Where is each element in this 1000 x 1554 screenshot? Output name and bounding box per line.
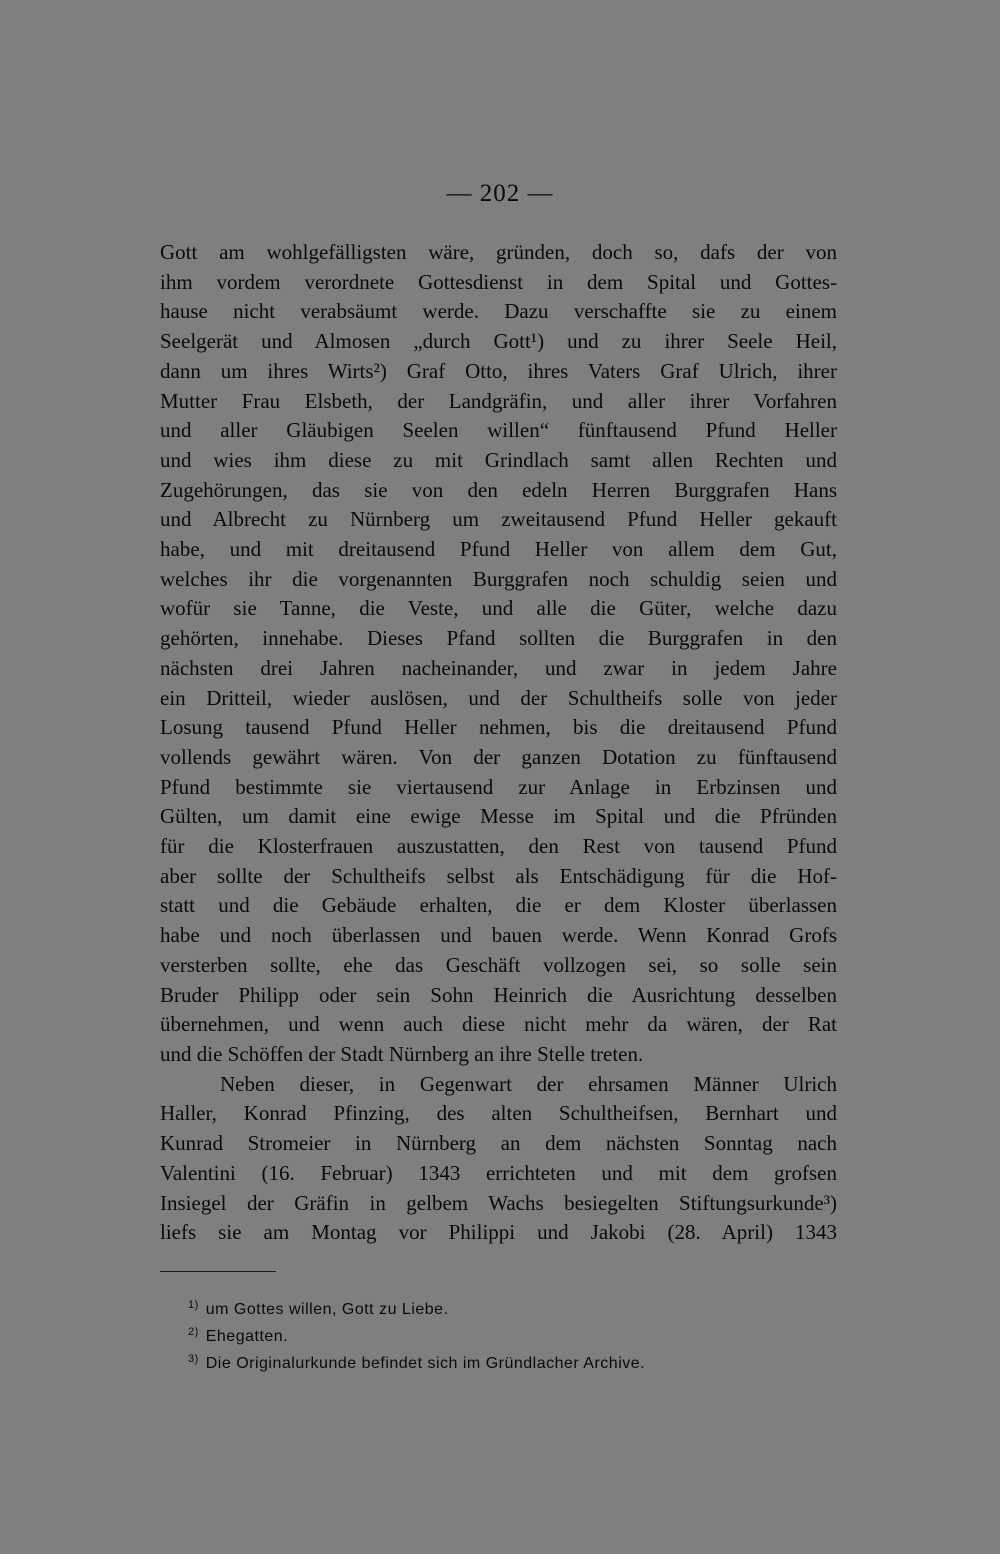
body-line: Haller, Konrad Pfinzing, des alten Schultheifsen, Bernhart und [160, 1101, 837, 1126]
footnotes [188, 1294, 828, 1375]
footnote-mark: 3) [188, 1353, 199, 1365]
body-line: Bruder Philipp oder sein Sohn Heinrich die Ausrichtung desselben [160, 982, 837, 1007]
body-line: Zugehörungen, das sie von den edeln Herren Burggrafen Hans [160, 477, 837, 502]
body-line: welches ihr die vorgenannten Burggrafen noch schuldig seien und [160, 566, 837, 591]
body-line: nächsten drei Jahren nacheinander, und zwar in jedem Jahre [160, 655, 837, 680]
body-line: habe und noch überlassen und bauen werde. Wenn Konrad Grofs [160, 923, 837, 948]
body-line: ein Dritteil, wieder auslösen, und der Schultheifs solle von jeder [160, 685, 837, 710]
body-line: Mutter Frau Elsbeth, der Landgräfin, und aller ihrer Vorfahren [160, 388, 837, 413]
paragraph-first-line: Neben dieser, in Gegenwart der ehrsamen Männer Ulrich [220, 1071, 837, 1096]
body-line: und aller Gläubigen Seelen willen“ fünftausend Pfund Heller [160, 418, 837, 443]
body-line: für die Klosterfrauen auszustatten, den Rest von tausend Pfund [160, 834, 837, 859]
body-line: statt und die Gebäude erhalten, die er dem Kloster überlassen [160, 893, 837, 918]
body-line: Gott am wohlgefälligsten wäre, gründen, doch so, dafs der von [160, 240, 837, 264]
paragraph-last-line: und die Schöffen der Stadt Nürnberg an ihre Stelle treten. [160, 1041, 644, 1066]
body-line: hause nicht verabsäumt werde. Dazu verschaffte sie zu einem [160, 299, 837, 324]
body-line: Pfund bestimmte sie viertausend zur Anlage in Erbzinsen und [160, 774, 837, 799]
body-line: Valentini (16. Februar) 1343 errichteten und mit dem grofsen [160, 1160, 837, 1185]
body-line: übernehmen, und wenn auch diese nicht mehr da wären, der Rat [160, 1012, 837, 1037]
footnote-1 [188, 1294, 828, 1321]
body-line: und wies ihm diese zu mit Grindlach samt allen Rechten und [160, 447, 837, 472]
footnote-text: Ehegatten. [205, 1328, 289, 1345]
body-line: vollends gewährt wären. Von der ganzen Dotation zu fünftausend [160, 744, 837, 769]
footnote-text: um Gottes willen, Gott zu Liebe. [205, 1301, 449, 1318]
body-text [160, 238, 837, 1248]
body-line: Seelgerät und Almosen „durch Gott¹) und zu ihrer Seele Heil, [160, 329, 837, 354]
body-line: Insiegel der Gräfin in gelbem Wachs besiegelten Stiftungsurkunde³) [160, 1190, 837, 1215]
footnote-divider [160, 1271, 276, 1272]
body-line: wofür sie Tanne, die Veste, und alle die Güter, welche dazu [160, 596, 837, 621]
body-line: habe, und mit dreitausend Pfund Heller von allem dem Gut, [160, 537, 837, 562]
body-line: gehörten, innehabe. Dieses Pfand sollten die Burggrafen in den [160, 626, 837, 651]
body-line: und Albrecht zu Nürnberg um zweitausend Pfund Heller gekauft [160, 507, 837, 532]
footnote-mark: 2) [188, 1326, 199, 1338]
footnote-mark: 1) [188, 1299, 199, 1311]
body-line: Kunrad Stromeier in Nürnberg an dem nächsten Sonntag nach [160, 1131, 837, 1156]
body-line: Losung tausend Pfund Heller nehmen, bis die dreitausend Pfund [160, 715, 837, 740]
body-line: dann um ihres Wirts²) Graf Otto, ihres Vaters Graf Ulrich, ihrer [160, 358, 837, 383]
footnote-text: Die Originalurkunde befindet sich im Gründlacher Archive. [205, 1355, 646, 1372]
body-line: Gülten, um damit eine ewige Messe im Spital und die Pfründen [160, 804, 837, 829]
body-line: ihm vordem verordnete Gottesdienst in dem Spital und Gottes- [160, 269, 837, 294]
body-line: liefs sie am Montag vor Philippi und Jakobi (28. April) 1343 [160, 1220, 837, 1245]
footnote-3 [188, 1348, 828, 1375]
page-number: — 202 — [446, 180, 554, 207]
footnote-2 [188, 1321, 828, 1348]
body-line: versterben sollte, ehe das Geschäft vollzogen sei, so solle sein [160, 952, 837, 977]
body-line: aber sollte der Schultheifs selbst als Entschädigung für die Hof- [160, 863, 837, 888]
